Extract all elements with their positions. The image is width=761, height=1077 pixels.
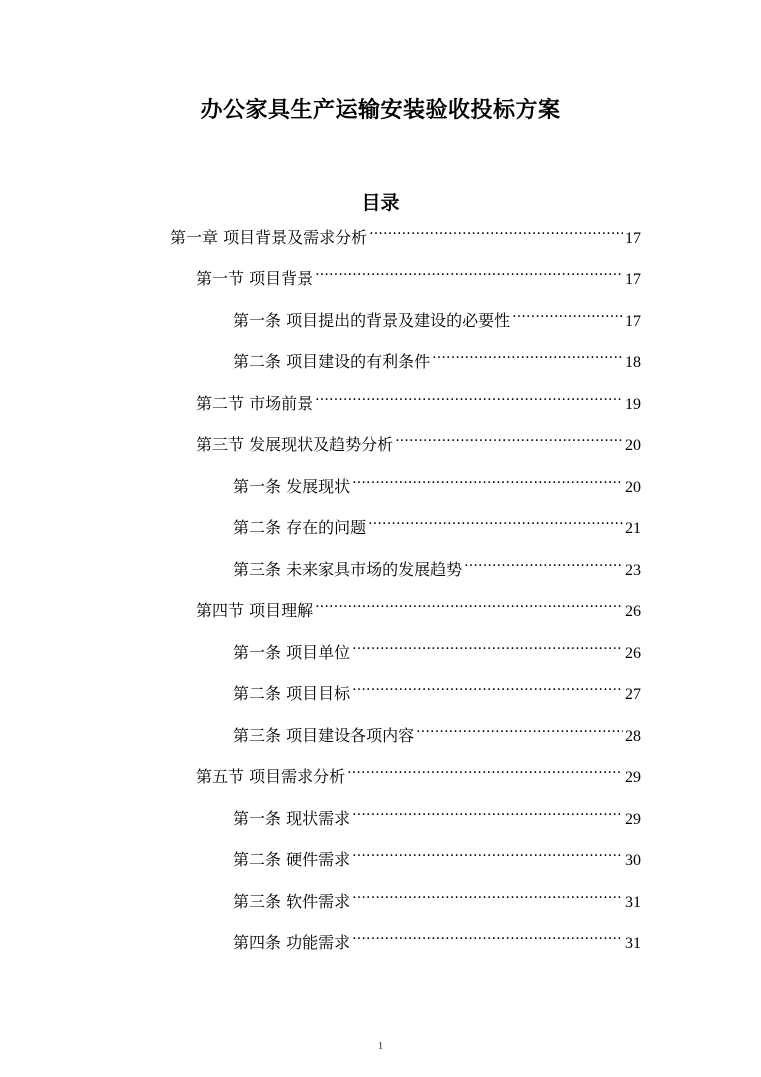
toc-entry-label: 第二条 硬件需求 xyxy=(233,850,351,869)
toc-entry-article[interactable] xyxy=(233,839,641,869)
toc-entry-label: 第三节 发展现状及趋势分析 xyxy=(196,435,394,454)
toc-entry-article[interactable] xyxy=(233,881,641,911)
toc-entry-label: 第一条 现状需求 xyxy=(233,809,351,828)
toc-entry-page: 28 xyxy=(625,728,641,745)
toc-entry-label: 第二条 项目建设的有利条件 xyxy=(233,352,431,371)
toc-entry-article[interactable] xyxy=(233,300,641,330)
toc-dot-leader xyxy=(352,673,623,699)
toc-dot-leader xyxy=(512,300,623,326)
toc-dot-leader xyxy=(352,922,623,948)
toc-dot-leader xyxy=(395,424,623,450)
toc-entry-page: 26 xyxy=(625,645,641,662)
toc-dot-leader xyxy=(315,258,623,284)
toc-entry-label: 第三条 未来家具市场的发展趋势 xyxy=(233,560,463,579)
toc-entry-article[interactable] xyxy=(233,341,641,371)
toc-entry-page: 30 xyxy=(625,852,641,869)
toc-entry-label: 第四条 功能需求 xyxy=(233,933,351,952)
toc-entry-label: 第三条 项目建设各项内容 xyxy=(233,726,415,745)
toc-entry-article[interactable] xyxy=(233,922,641,952)
toc-entry-article[interactable] xyxy=(233,673,641,703)
toc-entry-page: 17 xyxy=(625,313,641,330)
toc-entry-page: 20 xyxy=(625,437,641,454)
toc-entry-page: 26 xyxy=(625,603,641,620)
toc-entry-label: 第一节 项目背景 xyxy=(196,269,314,288)
toc-entry-section[interactable] xyxy=(196,424,641,454)
toc-entry-page: 27 xyxy=(625,686,641,703)
toc-dot-leader xyxy=(352,839,623,865)
toc-entry-page: 17 xyxy=(625,271,641,288)
toc-dot-leader xyxy=(347,756,623,782)
toc-entry-label: 第一章 项目背景及需求分析 xyxy=(170,228,368,247)
toc-entry-page: 31 xyxy=(625,935,641,952)
toc-entry-label: 第二节 市场前景 xyxy=(196,394,314,413)
toc-entry-page: 31 xyxy=(625,894,641,911)
document-title: 办公家具生产运输安装验收投标方案 xyxy=(200,98,561,123)
page-number: 1 xyxy=(377,1040,384,1052)
toc-entry-section[interactable] xyxy=(196,590,641,620)
toc-entry-label: 第一条 项目提出的背景及建设的必要性 xyxy=(233,311,511,330)
toc-entry-label: 第三条 软件需求 xyxy=(233,892,351,911)
toc-entry-label: 第二条 项目目标 xyxy=(233,684,351,703)
toc-entry-article[interactable] xyxy=(233,632,641,662)
toc-dot-leader xyxy=(352,798,623,824)
toc-entry-label: 第二条 存在的问题 xyxy=(233,518,367,537)
toc-entry-page: 18 xyxy=(625,354,641,371)
toc-dot-leader xyxy=(432,341,623,367)
toc-entry-article[interactable] xyxy=(233,549,641,579)
toc-entry-page: 21 xyxy=(625,520,641,537)
toc-entry-page: 29 xyxy=(625,811,641,828)
toc-dot-leader xyxy=(464,549,623,575)
toc-entry-chapter-1[interactable] xyxy=(170,217,641,247)
toc-dot-leader xyxy=(368,507,623,533)
toc-entry-page: 17 xyxy=(625,230,641,247)
toc-dot-leader xyxy=(352,881,623,907)
toc-dot-leader xyxy=(315,383,623,409)
toc-entry-article[interactable] xyxy=(233,466,641,496)
toc-entry-page: 19 xyxy=(625,396,641,413)
toc-dot-leader xyxy=(352,632,623,658)
toc-entry-page: 20 xyxy=(625,479,641,496)
toc-entry-label: 第四节 项目理解 xyxy=(196,601,314,620)
toc-entry-page: 23 xyxy=(625,562,641,579)
toc-entry-label: 第一条 发展现状 xyxy=(233,477,351,496)
toc-entry-section[interactable] xyxy=(196,258,641,288)
toc-heading: 目录 xyxy=(361,192,400,214)
toc-entry-article[interactable] xyxy=(233,507,641,537)
toc-entry-page: 29 xyxy=(625,769,641,786)
toc-entry-article[interactable] xyxy=(233,715,641,745)
toc-dot-leader xyxy=(416,715,623,741)
toc-entry-section[interactable] xyxy=(196,756,641,786)
toc-entry-article[interactable] xyxy=(233,798,641,828)
toc-entry-label: 第五节 项目需求分析 xyxy=(196,767,346,786)
toc-entry-label: 第一条 项目单位 xyxy=(233,643,351,662)
toc-dot-leader xyxy=(369,217,623,243)
toc-entry-section[interactable] xyxy=(196,383,641,413)
toc-dot-leader xyxy=(352,466,623,492)
toc-dot-leader xyxy=(315,590,623,616)
